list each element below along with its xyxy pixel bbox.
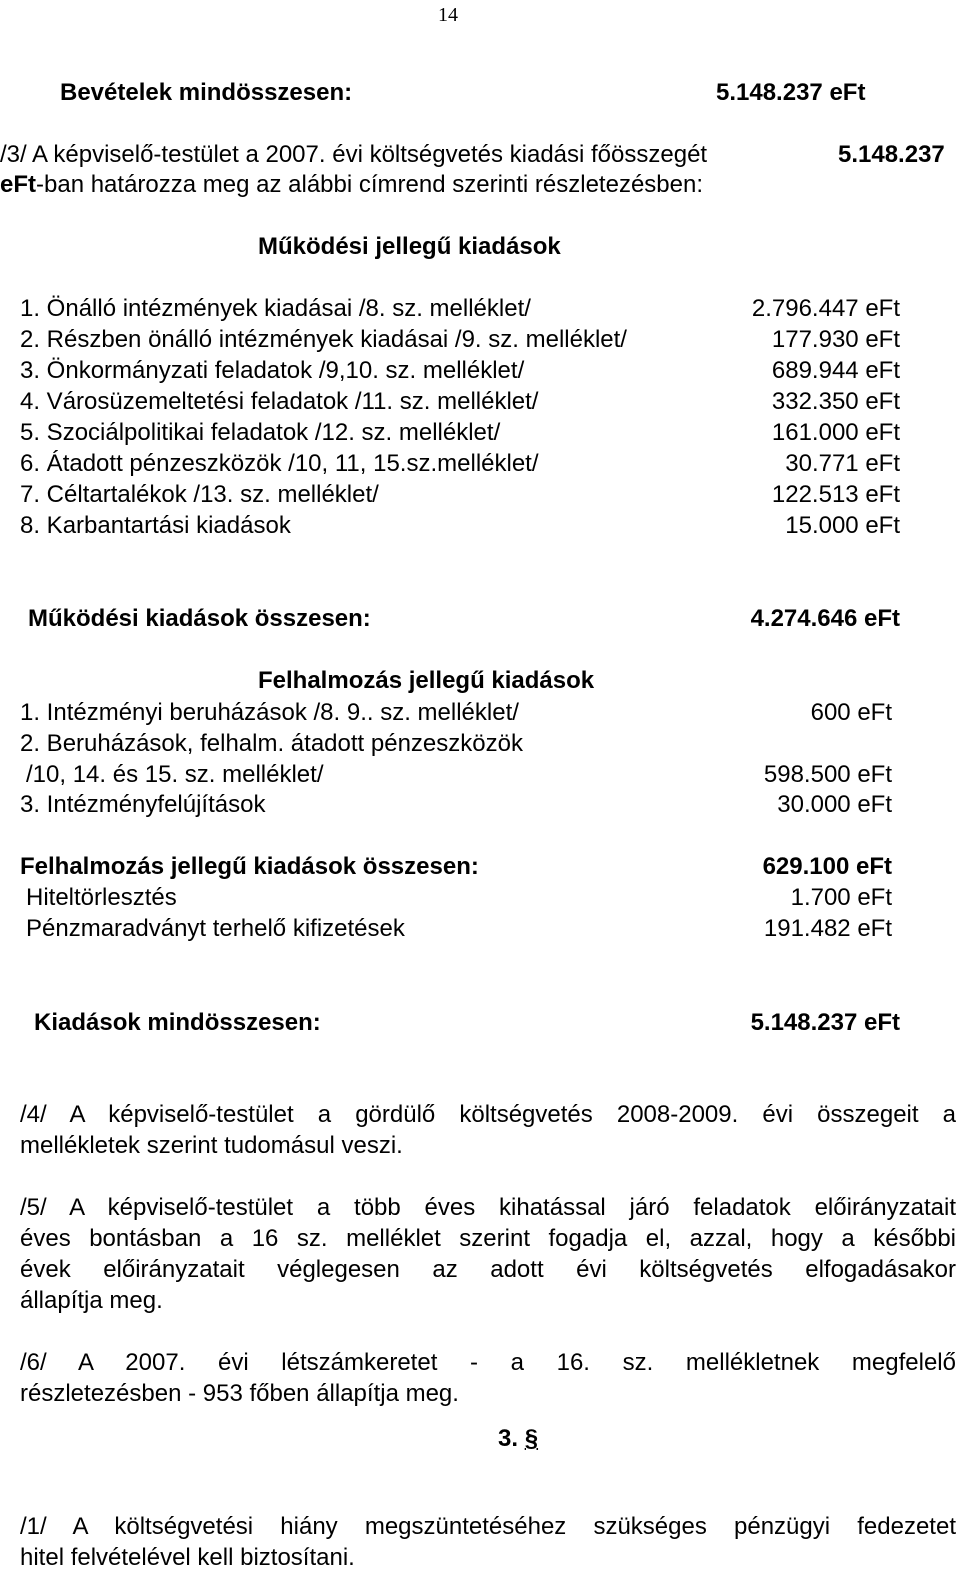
para6-line1: /6/ A 2007. évi létszámkeretet - a 16. sz. mellékletnek megfelelő <box>20 1349 956 1376</box>
operating-item-label: 2. Részben önálló intézmények kiadásai /9. sz. melléklet/ <box>20 326 627 353</box>
surplus-payments-label: Pénzmaradványt terhelő kifizetések <box>26 915 405 942</box>
para3-line2-bold: eFt <box>0 171 36 198</box>
capital-item2-value: 598.500 eFt <box>763 761 892 788</box>
para5-line1: /5/ A képviselő-testület a több éves kihatással járó feladatok előirányzatait <box>20 1194 956 1221</box>
para5-line4: állapítja meg. <box>20 1287 163 1314</box>
loan-repayment-value: 1.700 eFt <box>790 884 892 911</box>
operating-total-label: Működési kiadások összesen: <box>28 605 371 632</box>
capital-item3-label: 3. Intézményfelújítások <box>20 791 266 818</box>
para3-line1: /3/ A képviselő-testület a 2007. évi költségvetés kiadási főösszegét <box>0 141 708 168</box>
capital-item1-label: 1. Intézményi beruházások /8. 9.. sz. melléklet/ <box>20 699 519 726</box>
para1-line1: /1/ A költségvetési hiány megszüntetéséhez szükséges pénzügyi fedezetet <box>20 1513 956 1540</box>
capital-heading: Felhalmozás jellegű kiadások <box>258 667 595 694</box>
expense-total-label: Kiadások mindösszesen: <box>34 1009 321 1036</box>
expense-total-value: 5.148.237 eFt <box>750 1009 900 1036</box>
operating-item-label: 3. Önkormányzati feladatok /9,10. sz. melléklet/ <box>20 357 525 384</box>
para3-line2 <box>0 170 703 200</box>
para3-line1-wrap <box>0 140 830 170</box>
revenue-total-label: Bevételek mindösszesen: <box>60 79 353 106</box>
capital-item2-label-b: /10, 14. és 15. sz. melléklet/ <box>26 761 324 788</box>
para1-line2: hitel felvételével kell biztosítani. <box>20 1544 355 1571</box>
operating-item-label: 7. Céltartalékok /13. sz. melléklet/ <box>20 481 379 508</box>
operating-item-value: 15.000 eFt <box>785 512 900 539</box>
para4-line2: mellékletek szerint tudomásul veszi. <box>20 1132 403 1159</box>
capital-total-label: Felhalmozás jellegű kiadások összesen: <box>20 853 479 880</box>
operating-heading: Működési jellegű kiadások <box>258 233 561 260</box>
section-heading <box>498 1424 538 1454</box>
para3-amount: 5.148.237 <box>838 141 945 168</box>
operating-item-value: 689.944 eFt <box>771 357 900 384</box>
page-number: 14 <box>438 4 458 26</box>
para4-line1: /4/ A képviselő-testület a gördülő költségvetés 2008-2009. évi összegeit a <box>20 1101 956 1128</box>
operating-item-label: 6. Átadott pénzeszközök /10, 11, 15.sz.melléklet/ <box>20 450 539 477</box>
section-number: 3. <box>498 1425 519 1452</box>
operating-item-label: 5. Szociálpolitikai feladatok /12. sz. melléklet/ <box>20 419 501 446</box>
capital-total-value: 629.100 eFt <box>762 853 892 880</box>
section-symbol: § <box>524 1425 539 1452</box>
operating-item-value: 2.796.447 eFt <box>751 295 900 322</box>
para6-line2: részletezésben - 953 főben állapítja meg. <box>20 1380 459 1407</box>
para5-line2: éves bontásban a 16 sz. melléklet szerint fogadja el, azzal, hogy a későbbi <box>20 1225 956 1252</box>
surplus-payments-value: 191.482 eFt <box>763 915 892 942</box>
operating-item-label: 4. Városüzemeltetési feladatok /11. sz. melléklet/ <box>20 388 539 415</box>
operating-total-value: 4.274.646 eFt <box>750 605 900 632</box>
operating-item-value: 161.000 eFt <box>771 419 900 446</box>
operating-item-label: 1. Önálló intézmények kiadásai /8. sz. melléklet/ <box>20 295 531 322</box>
operating-item-value: 30.771 eFt <box>785 450 900 477</box>
para3-line2-rest: -ban határozza meg az alábbi címrend szerinti részletezésben: <box>36 171 704 198</box>
loan-repayment-label: Hiteltörlesztés <box>26 884 177 911</box>
operating-item-label: 8. Karbantartási kiadások <box>20 512 291 539</box>
operating-item-value: 177.930 eFt <box>771 326 900 353</box>
capital-item1-value: 600 eFt <box>810 699 892 726</box>
revenue-total-value: 5.148.237 eFt <box>716 79 866 106</box>
operating-item-value: 122.513 eFt <box>771 481 900 508</box>
para5-line3: évek előirányzatait véglegesen az adott évi költségvetés elfogadásakor <box>20 1256 956 1283</box>
capital-item3-value: 30.000 eFt <box>777 791 892 818</box>
operating-item-value: 332.350 eFt <box>771 388 900 415</box>
capital-item2-label-a: 2. Beruházások, felhalm. átadott pénzeszközök <box>20 730 523 757</box>
